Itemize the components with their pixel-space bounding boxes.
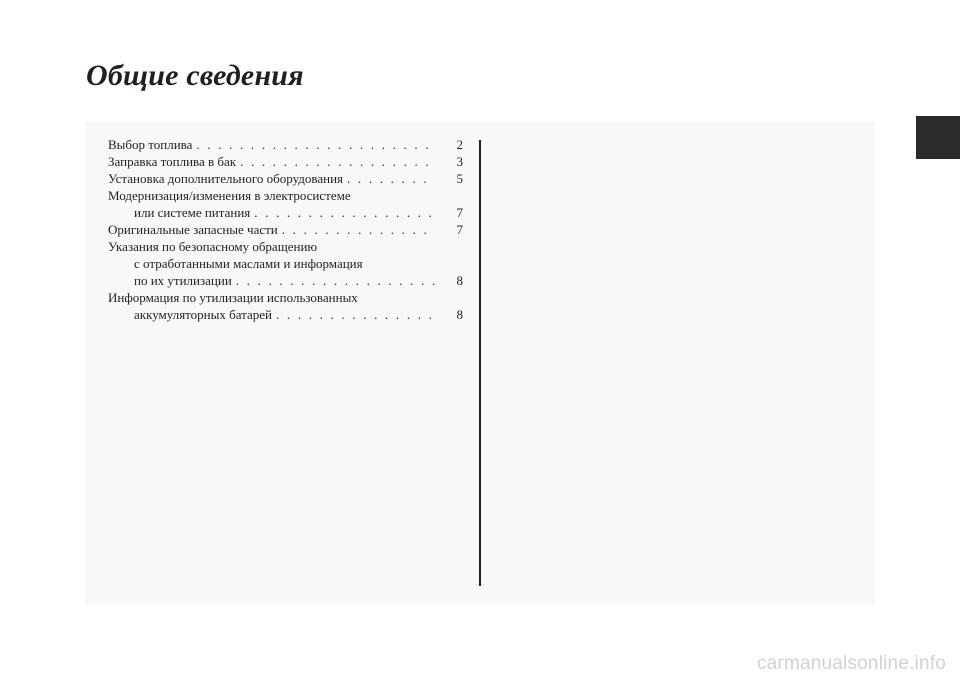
toc-entry-text: Информация по утилизации использованных xyxy=(108,290,358,305)
toc-page-number: 5 xyxy=(456,171,463,186)
toc-leader xyxy=(250,204,435,221)
toc-page-number: 2 xyxy=(456,137,463,152)
toc-page-number: 8 xyxy=(456,273,463,288)
page-title: Общие сведения xyxy=(86,59,304,92)
toc-leader xyxy=(343,170,435,187)
toc-entry-text-continued: или системе питания xyxy=(134,205,251,220)
toc-page-number: 8 xyxy=(456,307,463,322)
toc-entry-text-continued: с отработанными маслами и информация xyxy=(134,256,363,271)
toc-leader xyxy=(278,221,435,238)
toc-leader xyxy=(192,136,435,153)
toc-page-number: 3 xyxy=(456,154,463,169)
toc-entry-text: Выбор топлива xyxy=(108,137,193,152)
toc-leader xyxy=(272,306,435,323)
toc-entry-text-continued: аккумуляторных батарей xyxy=(134,307,273,322)
toc-entry-genuine-parts[interactable] xyxy=(108,221,463,238)
toc-entry-text: Оригинальные запасные части xyxy=(108,222,278,237)
toc-entry-text: Указания по безопасному обращению xyxy=(108,239,318,254)
toc-leader xyxy=(236,153,435,170)
toc-entry-accessory-installation[interactable] xyxy=(108,170,463,187)
column-divider xyxy=(479,140,481,586)
toc-entry-modifications[interactable] xyxy=(108,187,463,221)
toc-entry-used-oil-disposal[interactable] xyxy=(108,238,463,289)
toc-leader xyxy=(232,272,435,289)
toc-page-number: 7 xyxy=(456,205,463,220)
toc-entry-text: Установка дополнительного оборудования xyxy=(108,171,344,186)
toc-entry-text: Модернизация/изменения в электросистеме xyxy=(108,188,351,203)
toc-entry-refueling[interactable] xyxy=(108,153,463,170)
toc-entry-battery-disposal[interactable] xyxy=(108,289,463,323)
toc-page-number: 7 xyxy=(456,222,463,237)
table-of-contents xyxy=(108,136,463,323)
toc-entry-text-continued: по их утилизации xyxy=(134,273,232,288)
watermark: carmanualsonline.info xyxy=(756,653,946,674)
toc-entry-fuel-selection[interactable] xyxy=(108,136,463,153)
toc-entry-text: Заправка топлива в бак xyxy=(108,154,237,169)
section-tab xyxy=(916,116,960,159)
